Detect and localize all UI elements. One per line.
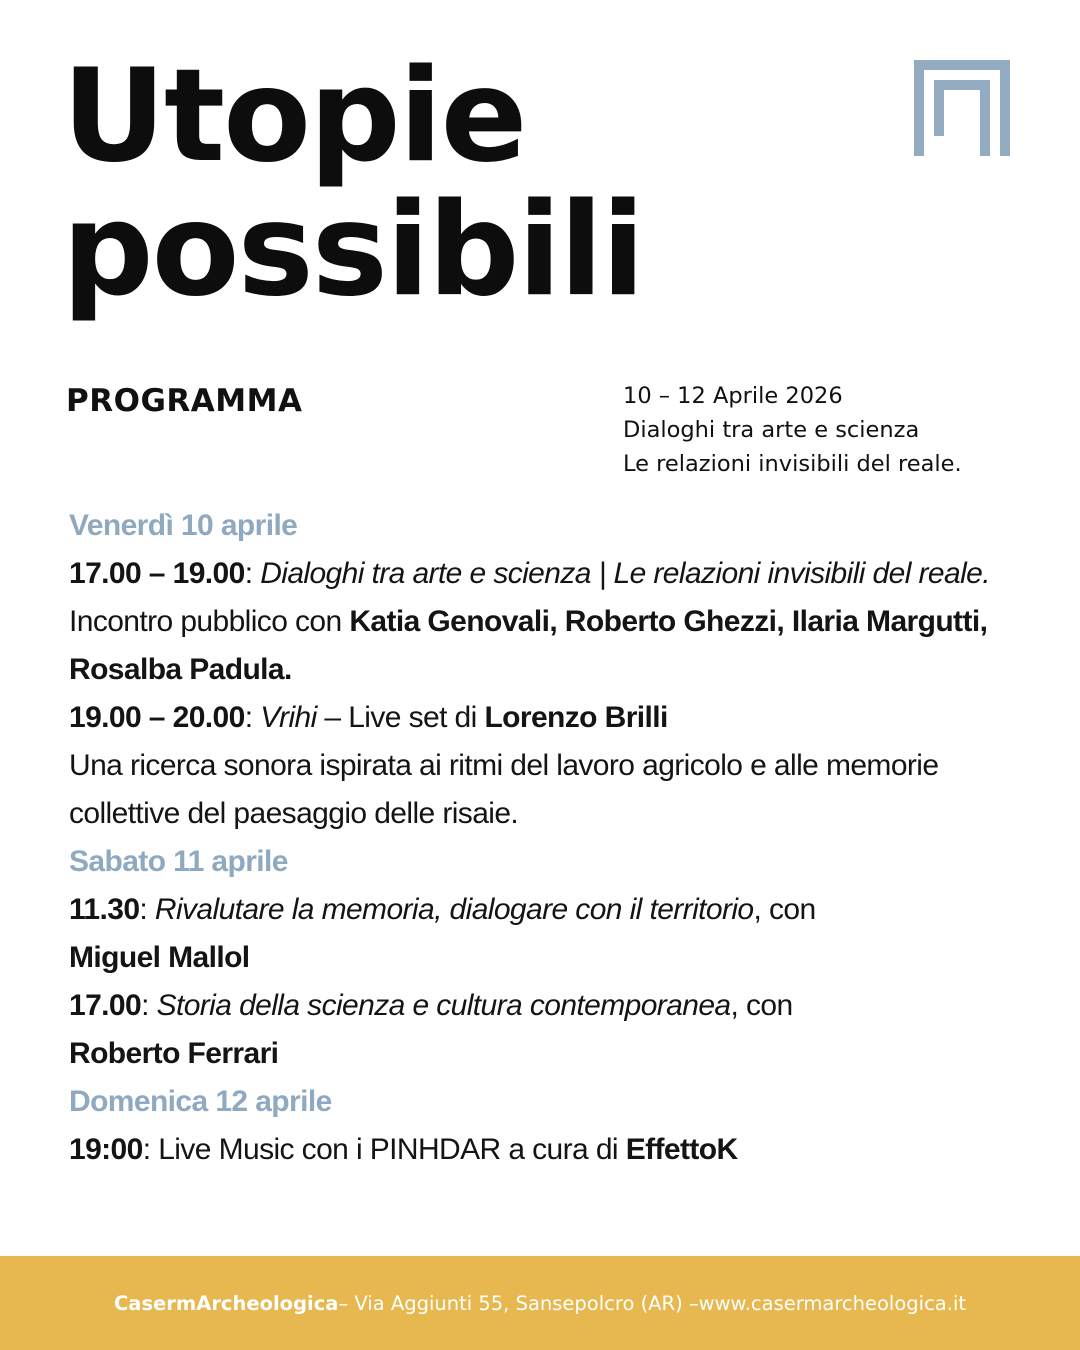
item-separator: : (244, 701, 261, 734)
schedule-item (69, 886, 1009, 982)
title-line-1: Utopie (62, 42, 526, 191)
item-title: Rivalutare la memoria, dialogare con il territorio (154, 893, 754, 926)
item-person: Roberto Ferrari (69, 1037, 279, 1070)
arch-logo-icon (914, 60, 1010, 156)
footer-address: – Via Aggiunti 55, Sansepolcro (AR) – (338, 1291, 699, 1315)
event-info (623, 379, 962, 481)
item-person: Lorenzo Brilli (484, 701, 668, 734)
schedule-item (69, 694, 1009, 742)
program-schedule (69, 502, 1009, 1174)
item-desc-prefix: Incontro pubblico con (69, 605, 350, 638)
item-time: 19.00 – 20.00 (69, 701, 245, 734)
footer-bar (0, 1256, 1080, 1350)
item-mid: , con (753, 893, 816, 926)
schedule-item (69, 1126, 1009, 1174)
footer-venue: CasermArcheologica (113, 1291, 339, 1315)
item-mid: – Live set di (316, 701, 485, 734)
item-title: Vrihi (260, 701, 317, 734)
item-separator: : (141, 989, 157, 1022)
item-mid: , con (730, 989, 793, 1022)
schedule-item (69, 982, 1009, 1078)
item-title: Dialoghi tra arte e scienza | Le relazioni invisibili del reale. (260, 557, 990, 590)
title-line-2: possibili (62, 176, 644, 325)
item-separator: : (139, 893, 155, 926)
schedule-item-description (69, 598, 1009, 694)
event-tagline: Le relazioni invisibili del reale. (623, 451, 962, 477)
footer-website[interactable]: www.casermarcheologica.it (698, 1291, 967, 1315)
schedule-item (69, 550, 1009, 598)
schedule-item-description: Una ricerca sonora ispirata ai ritmi del lavoro agricolo e alle memorie collettive del paesaggio delle risaie. (69, 749, 939, 830)
event-dates: 10 – 12 Aprile 2026 (623, 383, 843, 409)
item-title: Storia della scienza e cultura contemporanea (156, 989, 731, 1022)
day-heading-saturday: Sabato 11 aprile (69, 845, 288, 878)
page-title (62, 42, 644, 325)
item-person: EffettoK (625, 1133, 738, 1166)
item-time: 11.30 (69, 893, 140, 926)
day-heading-friday: Venerdì 10 aprile (69, 509, 298, 542)
item-separator: : (244, 557, 261, 590)
item-time: 17.00 (69, 989, 142, 1022)
day-heading-sunday: Domenica 12 aprile (69, 1085, 332, 1118)
item-person: Miguel Mallol (69, 941, 250, 974)
item-time: 17.00 – 19.00 (69, 557, 245, 590)
item-text: Live Music con i PINHDAR a cura di (158, 1133, 626, 1166)
event-subtitle: Dialoghi tra arte e scienza (623, 417, 920, 443)
item-time: 19:00 (69, 1133, 143, 1166)
item-people: Katia Genovali, Roberto Ghezzi, Ilaria Margutti, Rosalba Padula. (69, 605, 988, 686)
item-separator: : (142, 1133, 159, 1166)
programma-heading: PROGRAMMA (66, 383, 303, 419)
